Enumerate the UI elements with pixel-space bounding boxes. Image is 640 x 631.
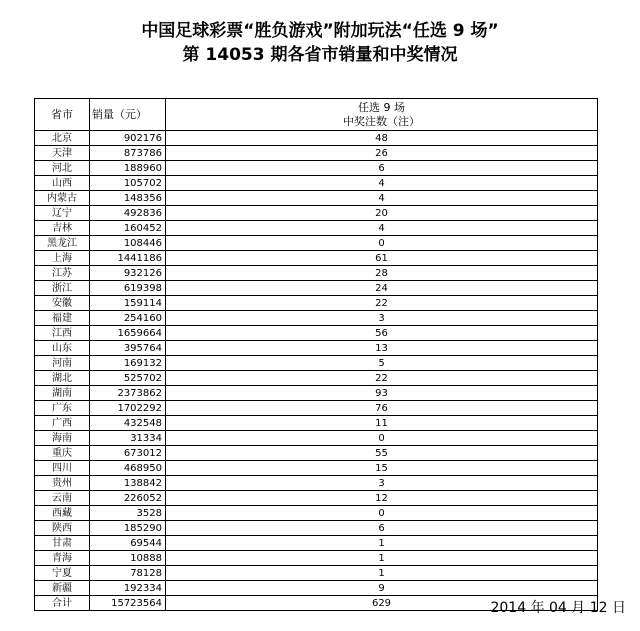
cell-winners: 26 [166,146,598,161]
table-row [35,326,598,341]
cell-winners: 0 [166,236,598,251]
cell-province: 贵州 [35,476,90,491]
cell-province: 新疆 [35,581,90,596]
cell-province: 上海 [35,251,90,266]
report-date: 2014 年 04 月 12 日 [490,600,626,616]
cell-winners: 1 [166,566,598,581]
document-title-line2: 第 14053 期各省市销量和中奖情况 [182,45,458,65]
table-row [35,476,598,491]
cell-winners: 0 [166,506,598,521]
cell-province: 天津 [35,146,90,161]
table-row [35,416,598,431]
cell-sales: 78128 [90,566,166,581]
cell-winners: 3 [166,311,598,326]
cell-sales: 3528 [90,506,166,521]
cell-province: 吉林 [35,221,90,236]
cell-province: 湖北 [35,371,90,386]
cell-province: 广西 [35,416,90,431]
cell-sales: 395764 [90,341,166,356]
table-row [35,461,598,476]
table-row [35,161,598,176]
cell-winners: 1 [166,536,598,551]
cell-winners: 4 [166,176,598,191]
cell-province: 安徽 [35,296,90,311]
cell-winners: 13 [166,341,598,356]
cell-sales: 932126 [90,266,166,281]
cell-sales: 619398 [90,281,166,296]
cell-winners: 11 [166,416,598,431]
table-row [35,296,598,311]
cell-sales: 254160 [90,311,166,326]
cell-sales: 148356 [90,191,166,206]
cell-sales: 902176 [90,131,166,146]
cell-sales: 31334 [90,431,166,446]
table-row [35,146,598,161]
cell-province: 江苏 [35,266,90,281]
cell-province: 河北 [35,161,90,176]
table-row [35,371,598,386]
sales-table [34,98,598,611]
cell-province: 山西 [35,176,90,191]
table-row [35,431,598,446]
cell-winners: 0 [166,431,598,446]
cell-province: 西藏 [35,506,90,521]
cell-winners: 22 [166,371,598,386]
cell-province: 黑龙江 [35,236,90,251]
table-row [35,251,598,266]
cell-winners: 48 [166,131,598,146]
cell-province: 江西 [35,326,90,341]
table-header-row [35,99,598,131]
cell-winners: 5 [166,356,598,371]
cell-winners: 4 [166,221,598,236]
cell-sales: 1659664 [90,326,166,341]
table-row [35,386,598,401]
cell-province: 重庆 [35,446,90,461]
table-row [35,521,598,536]
cell-sales: 525702 [90,371,166,386]
cell-sales: 10888 [90,551,166,566]
cell-sales: 468950 [90,461,166,476]
table-row [35,236,598,251]
header-winners [166,99,598,131]
cell-winners: 20 [166,206,598,221]
cell-sales: 159114 [90,296,166,311]
cell-province: 广东 [35,401,90,416]
cell-sales: 15723564 [90,596,166,611]
cell-winners: 6 [166,521,598,536]
cell-province: 云南 [35,491,90,506]
cell-winners: 6 [166,161,598,176]
cell-province: 河南 [35,356,90,371]
cell-winners: 93 [166,386,598,401]
cell-winners: 76 [166,401,598,416]
cell-province: 浙江 [35,281,90,296]
table-row [35,131,598,146]
cell-sales: 1702292 [90,401,166,416]
table-row [35,551,598,566]
header-winners-line1: 任选 9 场 [358,100,405,114]
cell-sales: 185290 [90,521,166,536]
header-sales: 销量（元） [90,99,166,131]
cell-province: 北京 [35,131,90,146]
table-row [35,206,598,221]
cell-winners: 15 [166,461,598,476]
table-row [35,446,598,461]
table-row [35,191,598,206]
cell-winners: 55 [166,446,598,461]
table-row [35,506,598,521]
cell-province: 山东 [35,341,90,356]
cell-province: 辽宁 [35,206,90,221]
cell-sales: 192334 [90,581,166,596]
cell-sales: 2373862 [90,386,166,401]
cell-province: 海南 [35,431,90,446]
cell-province: 陕西 [35,521,90,536]
table-row [35,536,598,551]
cell-province: 甘肃 [35,536,90,551]
cell-winners: 4 [166,191,598,206]
table-row [35,311,598,326]
table-row [35,266,598,281]
table-row [35,176,598,191]
table-row [35,356,598,371]
cell-winners: 28 [166,266,598,281]
table-row [35,341,598,356]
cell-winners: 3 [166,476,598,491]
document-title-line1: 中国足球彩票“胜负游戏”附加玩法“任选 9 场” [141,21,499,41]
cell-winners: 12 [166,491,598,506]
cell-sales: 69544 [90,536,166,551]
table-row [35,581,598,596]
header-winners-line2: 中奖注数（注） [343,114,420,128]
cell-province: 湖南 [35,386,90,401]
cell-sales: 105702 [90,176,166,191]
cell-sales: 188960 [90,161,166,176]
table-row [35,566,598,581]
cell-sales: 432548 [90,416,166,431]
cell-winners: 9 [166,581,598,596]
cell-province: 内蒙古 [35,191,90,206]
cell-province: 合计 [35,596,90,611]
table-body [35,131,598,611]
cell-sales: 492836 [90,206,166,221]
cell-province: 宁夏 [35,566,90,581]
cell-winners: 629 [166,596,598,611]
table-row [35,401,598,416]
cell-winners: 61 [166,251,598,266]
cell-province: 福建 [35,311,90,326]
cell-sales: 873786 [90,146,166,161]
table-row [35,221,598,236]
cell-sales: 169132 [90,356,166,371]
cell-province: 青海 [35,551,90,566]
table-row [35,281,598,296]
cell-sales: 226052 [90,491,166,506]
cell-sales: 138842 [90,476,166,491]
cell-winners: 24 [166,281,598,296]
cell-sales: 1441186 [90,251,166,266]
cell-sales: 108446 [90,236,166,251]
table-row [35,491,598,506]
cell-province: 四川 [35,461,90,476]
cell-winners: 56 [166,326,598,341]
cell-winners: 22 [166,296,598,311]
cell-sales: 160452 [90,221,166,236]
cell-winners: 1 [166,551,598,566]
cell-sales: 673012 [90,446,166,461]
header-province: 省市 [35,99,90,131]
